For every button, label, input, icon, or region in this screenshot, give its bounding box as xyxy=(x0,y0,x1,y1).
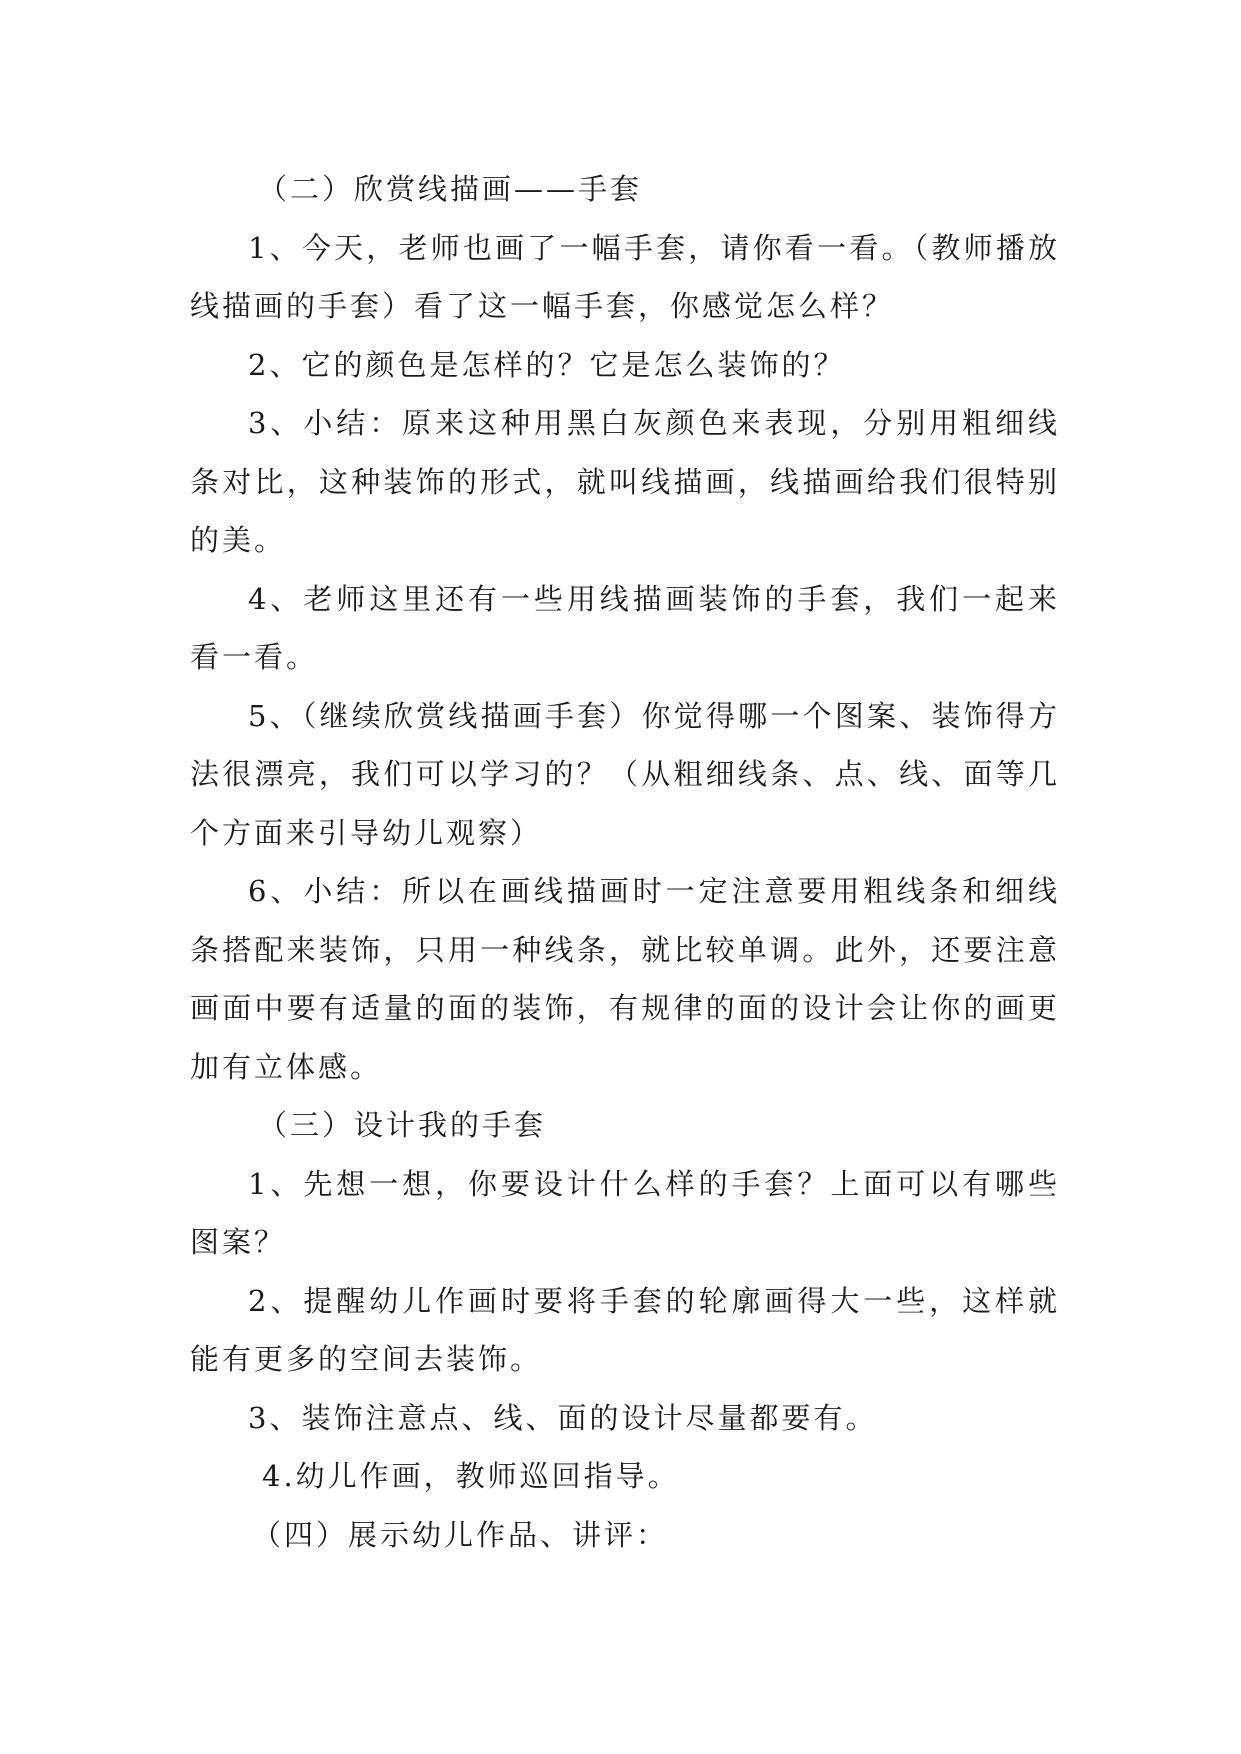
section-heading-3: （三）设计我的手套 xyxy=(258,1108,547,1142)
paragraph-item-1: 1、今天，老师也画了一幅手套，请你看一看。（教师播放线描画的手套）看了这一幅手套，你感觉怎么样？ xyxy=(190,230,1060,323)
paragraph-item-3: 3、小结：原来这种用黑白灰颜色来表现，分别用粗细线条对比，这种装饰的形式，就叫线描画，线描画给我们很特别的美。 xyxy=(190,406,1060,557)
paragraph-design-4: 4.幼儿作画，教师巡回指导。 xyxy=(262,1459,680,1493)
paragraph-item-6: 6、小结：所以在画线描画时一定注意要用粗线条和细线条搭配来装饰，只用一种线条，就比较单调。此外，还要注意画面中要有适量的面的装饰，有规律的面的设计会让你的画更加有立体感。 xyxy=(190,874,1060,1084)
section-heading-2: （二）欣赏线描画——手套 xyxy=(258,172,643,206)
paragraph-design-3: 3、装饰注意点、线、面的设计尽量都要有。 xyxy=(248,1400,878,1435)
paragraph-item-5: 5、（继续欣赏线描画手套）你觉得哪一个图案、装饰得方法很漂亮，我们可以学习的？（从粗细线条、点、线、面等几个方面来引导幼儿观察） xyxy=(190,698,1060,850)
paragraph-item-4: 4、老师这里还有一些用线描画装饰的手套，我们一起来看一看。 xyxy=(190,581,1060,674)
paragraph-design-2: 2、提醒幼儿作画时要将手套的轮廓画得大一些，这样就能有更多的空间去装饰。 xyxy=(190,1283,1060,1376)
section-heading-4: （四）展示幼儿作品、讲评： xyxy=(252,1517,669,1552)
paragraph-item-2: 2、它的颜色是怎样的？它是怎么装饰的？ xyxy=(248,347,846,382)
document-page xyxy=(190,160,1060,1564)
paragraph-design-1: 1、先想一想，你要设计什么样的手套？上面可以有哪些图案？ xyxy=(190,1166,1060,1259)
